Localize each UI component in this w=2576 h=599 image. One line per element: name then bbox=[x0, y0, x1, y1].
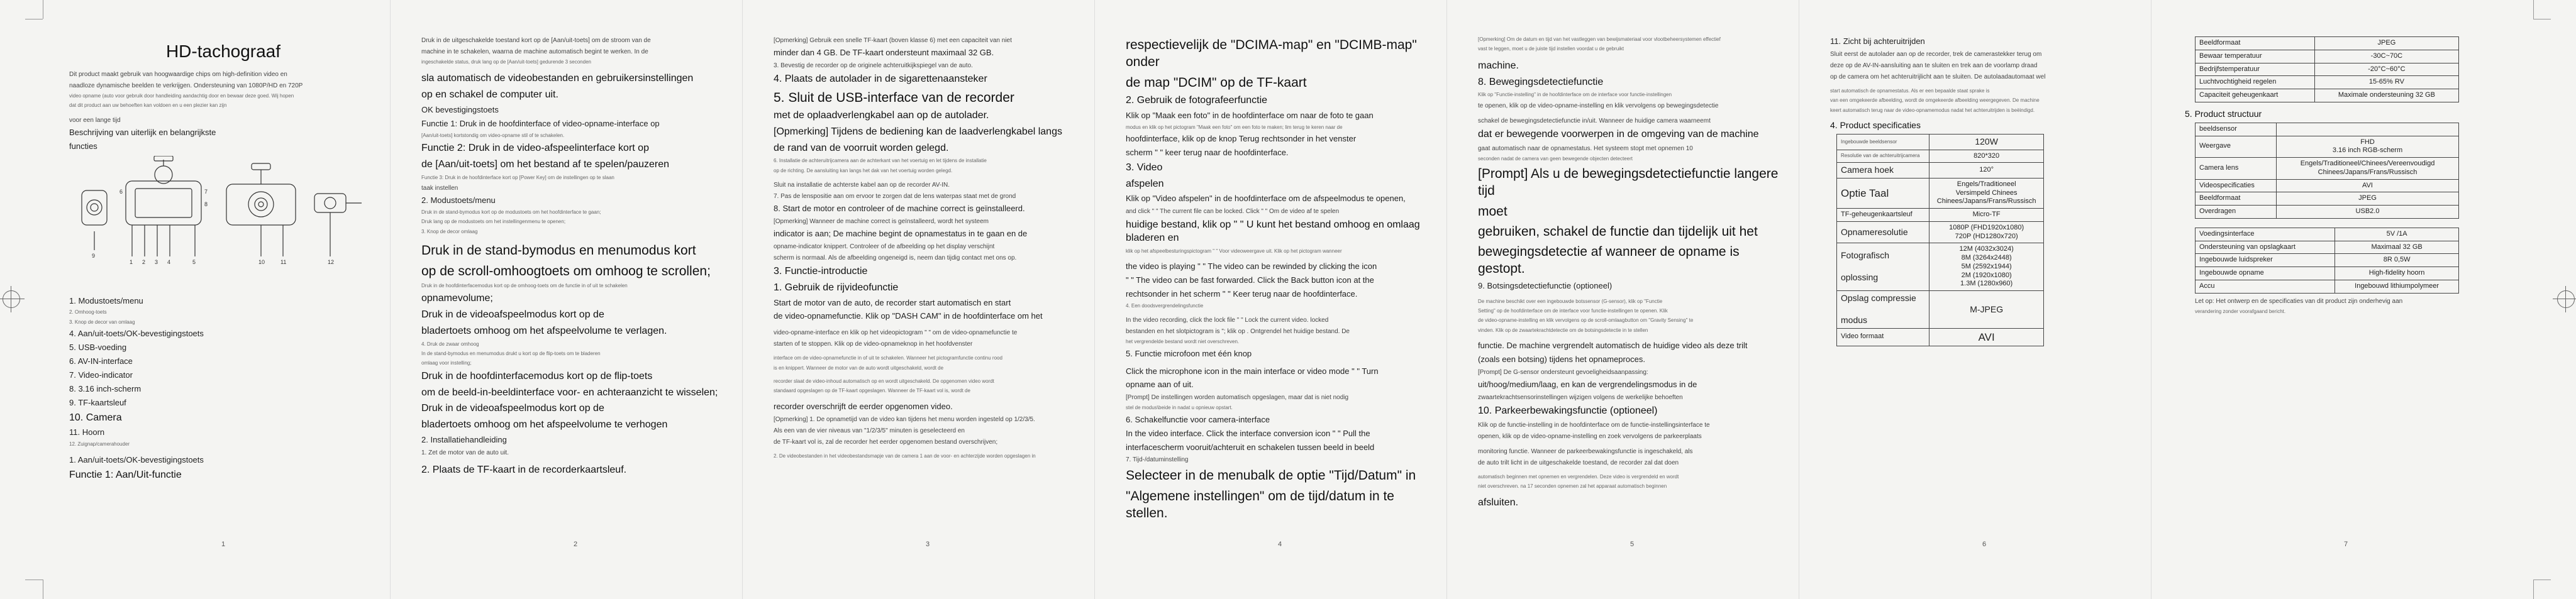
spec-row bbox=[2196, 179, 2459, 192]
spec-row bbox=[2196, 158, 2459, 180]
spec-row bbox=[1837, 328, 2044, 346]
spec-label: beeldsensor bbox=[2196, 123, 2277, 136]
text-line: 5. Functie microfoon met één knop bbox=[1126, 348, 1252, 358]
text-line: 11. Zicht bij achteruitrijden bbox=[1830, 36, 1925, 46]
spec-label: Beeldformaat bbox=[2196, 37, 2315, 50]
text-line: the video is playing " " The video can be rewinded by clicking the icon bbox=[1126, 261, 1377, 272]
text-line: [Opmerking] Tijdens de bediening kan de laadverlengkabel langs bbox=[774, 126, 1062, 137]
page-fold bbox=[390, 0, 391, 599]
text-line: opname aan of uit. bbox=[1126, 380, 1194, 390]
page-number: 5 bbox=[1629, 541, 1635, 548]
spec-table-environment bbox=[2195, 36, 2459, 102]
intro-line: naadloze dynamische beelden te verkrijgen. Ondersteuning van 1080P/HD en 720P bbox=[69, 82, 303, 89]
text-line: niet overschreven. na 17 seconden opnemen zal het apparaat automatisch beginnen bbox=[1478, 483, 1667, 490]
text-line: Sluit eerst de autolader aan op de recorder, trek de camerastekker terug om bbox=[1830, 50, 2042, 58]
text-line: op de camera om het achteruitrijlicht aan te sluiten. De autolaadautomaat wel bbox=[1830, 73, 2046, 80]
spec-value: 12M (4032x3024) 8M (3264x2448) 5M (2592x1944) 2M (1920x1080) 1.3M (1280x960) bbox=[1929, 243, 2044, 291]
spec-value: AVI bbox=[1929, 328, 2044, 346]
text-line: 6. Schakelfunctie voor camera-interface bbox=[1126, 414, 1270, 424]
text-line: [Opmerking] Om de datum en tijd van het vastleggen van bewijsmateriaal voor vlootbeheersystemen effectief bbox=[1478, 36, 1721, 42]
text-line: "Algemene instellingen" om de tijd/datum in te stellen. bbox=[1126, 488, 1394, 520]
section-title: Product specificaties bbox=[1840, 120, 1921, 131]
manual-page-4 bbox=[1126, 36, 1434, 557]
spec-row bbox=[2196, 228, 2459, 241]
spec-value: Maximale ondersteuning 32 GB bbox=[2314, 89, 2458, 102]
spec-row bbox=[2196, 136, 2459, 158]
spec-label: Weergave bbox=[2196, 136, 2277, 158]
section-index: 5. bbox=[2185, 108, 2192, 119]
text-line: bestanden en het slotpictogram is "; klik op . Ontgrendel het huidige bestand. De bbox=[1126, 328, 1350, 336]
text-line: zwaartekrachtsensorinstellingen wijzigen volgens de werkelijke behoeften bbox=[1478, 393, 1683, 401]
text-line: 2. Plaats de TF-kaart in de recorderkaartsleuf. bbox=[421, 464, 627, 475]
feature-item: Functie 1: Aan/Uit-functie bbox=[69, 469, 182, 480]
text-line: 5. Sluit de USB-interface van de recorder bbox=[774, 90, 1014, 105]
text-line: Druk in de uitgeschakelde toestand kort op de [Aan/uit-toets] om de stroom van de bbox=[421, 37, 651, 44]
spec-value: M-JPEG bbox=[1929, 291, 2044, 329]
spec-row bbox=[2196, 123, 2459, 136]
dashcam-drawing bbox=[69, 156, 365, 288]
spec-table bbox=[1836, 134, 2044, 346]
text-line: 2. De videobestanden in het videobestandsmapje van de camera 1 aan de voor- en achterzijde worden opgeslagen in bbox=[774, 453, 1036, 459]
text-line: 7. Pas de lenspositie aan om ervoor te zorgen dat de lens waterpas staat met de grond bbox=[774, 193, 1016, 201]
text-line: sla automatisch de videobestanden en gebruikersinstellingen bbox=[421, 73, 694, 84]
svg-text:5: 5 bbox=[192, 258, 196, 265]
spec-label: Ingebouwde opname bbox=[2196, 267, 2335, 280]
text-line: In de stand-bymodus en menumodus drukt u kort op de flip-toets om te bladeren bbox=[421, 350, 601, 356]
text-line: Start de motor van de auto, de recorder start automatisch en start bbox=[774, 297, 1011, 307]
text-line: ingeschakelde status, druk lang op de [Aan/uit-toets] gedurende 3 seconden bbox=[421, 59, 591, 65]
spec-value: FHD 3.16 inch RGB-scherm bbox=[2277, 136, 2459, 158]
feature-item: 1. Aan/uit-toets/OK-bevestigingstoets bbox=[69, 454, 204, 464]
spec-value: USB2.0 bbox=[2277, 206, 2459, 219]
feature-item: 12. Zuignap/camerahouder bbox=[69, 441, 130, 448]
spec-value: 820*320 bbox=[1929, 150, 2044, 163]
text-line: openen, klik op de video-opname-instelling en zoek vervolgens de parkeerplaats bbox=[1478, 432, 1702, 440]
text-line: 1. Gebruik de rijvideofunctie bbox=[774, 282, 899, 293]
spec-value: 120W bbox=[1929, 135, 2044, 150]
spec-label: Fotografisch oplossing bbox=[1837, 243, 1929, 291]
text-line: stel de modus\beide in nadat u opnieuw opstart. bbox=[1126, 405, 1233, 411]
spec-label: Voedingsinterface bbox=[2196, 228, 2335, 241]
text-line: 10. Parkeerbewakingsfunctie (optioneel) bbox=[1478, 405, 1658, 416]
text-line: Als een van de vier niveaus van "1/2/3/5" minuten is geselecteerd en bbox=[774, 427, 965, 434]
text-line: 3. Bevestig de recorder op de originele achteruitkijkspiegel van de auto. bbox=[774, 62, 973, 69]
section-index: 4. bbox=[1830, 120, 1838, 131]
text-line: seconden nadat de camera van geen bewegende objecten detecteert bbox=[1478, 155, 1633, 162]
text-line: 8. Bewegingsdetectiefunctie bbox=[1478, 76, 1604, 87]
spec-row bbox=[1837, 243, 2044, 291]
spec-label: Optie Taal bbox=[1837, 178, 1929, 208]
manual-page-6 bbox=[1830, 36, 2138, 557]
spec-label: Luchtvochtigheid regelen bbox=[2196, 76, 2315, 89]
spec-row bbox=[2196, 254, 2459, 267]
spec-value: 120° bbox=[1929, 163, 2044, 179]
text-line: bladertoets omhoog om het afspeelvolume te verhogen bbox=[421, 419, 668, 431]
text-line: indicator is aan; De machine begint de opnamestatus in te gaan en de bbox=[774, 229, 1028, 239]
text-line: 4. Plaats de autolader in de sigarettenaansteker bbox=[774, 73, 987, 84]
text-line: bladertoets omhoog om het afspeelvolume te verlagen. bbox=[421, 325, 667, 336]
text-line: 3. Functie-introductie bbox=[774, 265, 868, 277]
feature-item: 9. TF-kaartsleuf bbox=[69, 397, 126, 407]
text-line: [Opmerking] Gebruik een snelle TF-kaart (boven klasse 6) met een capaciteit van niet bbox=[774, 37, 1012, 44]
text-line: afsluiten. bbox=[1478, 497, 1519, 508]
text-line: 2. Modustoets/menu bbox=[421, 195, 496, 206]
text-line: Druk in de hoofdinterfacemodus kort op de flip-toets bbox=[421, 370, 653, 382]
page-title: HD-tachograaf bbox=[165, 41, 281, 61]
feature-item: 1. Modustoets/menu bbox=[69, 295, 143, 305]
text-line: functie. De machine vergrendelt automatisch de huidige video als deze trilt bbox=[1478, 341, 1748, 351]
spec-label: Ondersteuning van opslagkaart bbox=[2196, 241, 2335, 254]
text-line: is en knippert. Wanneer de motor van de auto wordt uitgeschakeld, wordt de bbox=[774, 365, 944, 371]
spec-value: Engels/Traditioneel Versimpeld Chinees Chinees/Japans/Frans/Russisch bbox=[1929, 178, 2044, 208]
text-line: opnamevolume; bbox=[421, 293, 493, 304]
svg-text:11: 11 bbox=[280, 258, 287, 265]
text-line: gebruiken, schakel de functie dan tijdelijk uit het bbox=[1478, 224, 1758, 239]
svg-text:6: 6 bbox=[119, 188, 123, 195]
spec-label: Accu bbox=[2196, 280, 2335, 293]
spec-row bbox=[2196, 206, 2459, 219]
text-line: 4. Druk de zwaar omhoog bbox=[421, 341, 479, 347]
spec-row bbox=[1837, 291, 2044, 329]
text-line: met de oplaadverlengkabel aan op de autolader. bbox=[774, 109, 989, 121]
spec-label: Bewaar temperatuur bbox=[2196, 50, 2315, 63]
svg-text:2: 2 bbox=[142, 258, 146, 265]
text-line: scherm " " keer terug naar de hoofdinterface. bbox=[1126, 147, 1289, 157]
crop-mark bbox=[2533, 0, 2534, 19]
spec-value: 15-65% RV bbox=[2314, 76, 2458, 89]
text-line: schakel de bewegingsdetectiefunctie in/uit. Wanneer de huidige camera waarneemt bbox=[1478, 117, 1711, 124]
page-number: 3 bbox=[925, 541, 930, 548]
text-line: minder dan 4 GB. De TF-kaart ondersteunt maximaal 32 GB. bbox=[774, 48, 994, 57]
text-line: moet bbox=[1478, 204, 1507, 219]
text-line: keert automatisch terug naar de video-opnamemodus nadat het achteruitrijden is beëindigd. bbox=[1830, 107, 2035, 113]
text-line: uit/hoog/medium/laag, en kan de vergrendelingsmodus in de bbox=[1478, 379, 1697, 389]
section-heading: functies bbox=[69, 141, 97, 151]
text-line: de auto trilt licht in de uitgeschakelde toestand, de recorder zal dat doen bbox=[1478, 459, 1679, 466]
text-line: OK bevestigingstoets bbox=[421, 104, 499, 114]
spec-label: Bedrijfstemperatuur bbox=[2196, 63, 2315, 76]
spec-value: -20°C~60°C bbox=[2314, 63, 2458, 76]
feature-item: 5. USB-voeding bbox=[69, 343, 127, 353]
svg-text:7: 7 bbox=[204, 188, 208, 195]
text-line: Setting" op de hoofdinterface om de interface voor functie-instellingen te openen. Klik bbox=[1478, 308, 1668, 314]
feature-item: 2. Omhoog-toets bbox=[69, 309, 107, 316]
text-line: Druk in de stand-bymodus en menumodus kort bbox=[421, 243, 696, 258]
text-line: interfacescherm vooruit/achteruit en schakelen tussen beeld in beeld bbox=[1126, 442, 1375, 452]
feature-item: 8. 3.16 inch-scherm bbox=[69, 383, 142, 393]
spec-value: Ingebouwd lithiumpolymeer bbox=[2335, 280, 2459, 293]
spec-value: High-fidelity hoorn bbox=[2335, 267, 2459, 280]
spec-value: AVI bbox=[2277, 179, 2459, 192]
text-line: het vergrendelde bestand wordt niet overschreven. bbox=[1126, 339, 1240, 345]
spec-value: JPEG bbox=[2277, 192, 2459, 206]
text-line: Klik op de functie-instelling in de hoofdinterface om de functie-instellingsinterface te bbox=[1478, 421, 1710, 429]
text-line: 4. Een doodsvergrendelingsfunctie bbox=[1126, 302, 1204, 309]
text-line: Klik op "Maak een foto" in de hoofdinterface om naar de foto te gaan bbox=[1126, 110, 1374, 120]
text-line: Klik op "Video afspelen" in de hoofdinterface om de afspeelmodus te openen, bbox=[1126, 194, 1406, 204]
text-line: 1. Zet de motor van de auto uit. bbox=[421, 449, 509, 456]
spec-table-power bbox=[2195, 228, 2459, 294]
text-line: hoofdinterface, klik op de knop Terug rechtsonder in het venster bbox=[1126, 133, 1357, 143]
spec-label: Ingebouwde luidspreker bbox=[2196, 254, 2335, 267]
text-line: machine. bbox=[1478, 60, 1519, 71]
spec-row bbox=[2196, 37, 2459, 50]
text-line: Click the microphone icon in the main interface or video mode " " Turn bbox=[1126, 366, 1379, 376]
text-line: vinden. Klik op de zwaartekrachtdetectie om de botsingsdetectie in te stellen bbox=[1478, 327, 1648, 333]
intro-line: Dit product maakt gebruik van hoogwaardige chips om high-definition video en bbox=[69, 71, 287, 78]
manual-page-7 bbox=[2182, 36, 2509, 557]
text-line: van een omgekeerde afbeelding, wordt de omgekeerde afbeelding weergegeven. De machine bbox=[1830, 97, 2040, 104]
text-line: 2. Gebruik de fotografeerfunctie bbox=[1126, 94, 1268, 106]
text-line: interface om de video-opnamefunctie in of uit te schakelen. Wanneer het pictogramfunctie continu rood bbox=[774, 355, 1002, 361]
text-line: 6. Installatie de achteruitrijcamera aan de achterkant van het voertuig en let tijdens de installatie bbox=[774, 158, 987, 164]
spec-row bbox=[1837, 221, 2044, 243]
spec-label: Beeldformaat bbox=[2196, 192, 2277, 206]
text-line: op en schakel de computer uit. bbox=[421, 89, 558, 101]
text-line: Functie 1: Druk in de hoofdinterface of video-opname-interface op bbox=[421, 118, 660, 128]
spec-row bbox=[1837, 135, 2044, 150]
spec-row bbox=[1837, 150, 2044, 163]
feature-item: 10. Camera bbox=[69, 412, 122, 423]
footnote: verandering zonder voorafgaand bericht. bbox=[2195, 308, 2286, 314]
spec-value bbox=[2277, 123, 2459, 136]
text-line: automatisch beginnen met opnemen en vergrendelen. Deze video is vergrendeld en wordt bbox=[1478, 473, 1679, 480]
text-line: op de scroll-omhoogtoets om omhoog te scrollen; bbox=[421, 263, 711, 278]
spec-row bbox=[1837, 163, 2044, 179]
text-line: recorder slaat de video-inhoud automatisch op en wordt uitgeschakeld. De opgenomen video wordt bbox=[774, 378, 994, 385]
text-line: scherm is normaal. Als de afbeelding ongeneigd is, neem dan tijdig contact met ons op. bbox=[774, 254, 1017, 261]
text-line: deze op de AV-IN-aansluiting aan te sluiten en trek aan de voorlamp draad bbox=[1830, 62, 2038, 69]
text-line: omlaag voor instelling; bbox=[421, 360, 472, 366]
text-line: Selecteer in de menubalk de optie "Tijd/Datum" in bbox=[1126, 468, 1416, 483]
spec-row bbox=[2196, 267, 2459, 280]
text-line: [Opmerking] 1. De opnametijd van de video kan tijdens het menu worden ingesteld op 1/2/3/5. bbox=[774, 415, 1035, 423]
text-line: 3. Video bbox=[1126, 162, 1163, 173]
text-line: (zoals een botsing) tijdens het opnameproces. bbox=[1478, 354, 1645, 365]
spec-label: Resolutie van de achteruitrijcamera bbox=[1837, 150, 1929, 163]
svg-text:1: 1 bbox=[130, 258, 133, 265]
text-line: Druk in de stand-bymodus kort op de modustoets om het hoofdinterface te gaan; bbox=[421, 209, 601, 216]
manual-page-5 bbox=[1478, 36, 1786, 557]
text-line: de rand van de voorruit worden gelegd. bbox=[774, 142, 949, 153]
spec-label: Videospecificaties bbox=[2196, 179, 2277, 192]
spec-row bbox=[2196, 241, 2459, 254]
text-line: bewegingsdetectie af wanneer de opname is gestopt. bbox=[1478, 245, 1740, 277]
text-line: 8. Start de motor en controleer of de machine correct is geïnstalleerd. bbox=[774, 204, 1025, 214]
spec-value: JPEG bbox=[2314, 37, 2458, 50]
spec-row bbox=[1837, 178, 2044, 208]
text-line: dat er bewegende voorwerpen in de omgeving van de machine bbox=[1478, 128, 1759, 140]
spec-row bbox=[1837, 209, 2044, 222]
page-number: 1 bbox=[221, 541, 226, 548]
spec-label: Ingebouwde beeldsensor bbox=[1837, 135, 1929, 150]
svg-text:8: 8 bbox=[204, 201, 208, 207]
text-line: vast te leggen, moet u de juiste tijd instellen voordat u de gebruikt bbox=[1478, 46, 1624, 52]
spec-value: Engels/Traditioneel/Chinees/Vereenvoudigd Chinees/Japans/Frans/Russisch bbox=[2277, 158, 2459, 180]
text-line: [Prompt] De G-sensor ondersteunt gevoeligheidsaanpassing: bbox=[1478, 368, 1648, 376]
text-line: de video-opname-instelling en klik vervolgens op de scroll-omlaagbutton om "Gravity Sensing" te bbox=[1478, 317, 1694, 324]
text-line: machine in te schakelen, waarna de machine automatisch begint te werken. In de bbox=[421, 48, 648, 55]
spec-row bbox=[2196, 63, 2459, 76]
feature-item: 3. Knop de decor van omlaag bbox=[69, 319, 135, 325]
crop-mark bbox=[2533, 580, 2534, 599]
spec-label: Camera lens bbox=[2196, 158, 2277, 180]
spec-section-heading bbox=[1830, 120, 2138, 130]
spec-label: TF-geheugenkaartsleuf bbox=[1837, 209, 1929, 222]
spec-label: Opslag compressie modus bbox=[1837, 291, 1929, 329]
spec-label: Capaciteit geheugenkaart bbox=[2196, 89, 2315, 102]
text-line: [Aan/uit-toets] kortstondig om video-opname stil of te schakelen. bbox=[421, 132, 565, 138]
text-line: [Prompt] De instellingen worden automatisch opgeslagen, maar dat is niet nodig bbox=[1126, 394, 1349, 402]
text-line: Druk lang op de modustoets om het instellingenmenu te openen; bbox=[421, 219, 566, 225]
text-line: 9. Botsingsdetectiefunctie (optioneel) bbox=[1478, 280, 1613, 290]
text-line: Druk in de hoofdinterfacemodus kort op de omhoog-toets om de functie in of uit te schakelen bbox=[421, 282, 628, 289]
spec-table-structure bbox=[2195, 123, 2459, 219]
page-number: 4 bbox=[1277, 541, 1282, 548]
manual-page-3 bbox=[774, 36, 1082, 557]
page-fold bbox=[1094, 0, 1095, 599]
footnote: Let op: Het ontwerp en de specificaties van dit product zijn onderhevig aan bbox=[2195, 297, 2403, 305]
text-line: starten of te stoppen. Klik op de video-opnameknop in het hoofdvenster bbox=[774, 341, 973, 348]
text-line: op de richting. De aansluiting kan langs het dak van het voertuig worden gelegd. bbox=[774, 167, 953, 173]
spec-value: 1080P (FHD1920x1080) 720P (HD1280x720) bbox=[1929, 221, 2044, 243]
svg-text:9: 9 bbox=[92, 252, 96, 259]
svg-text:4: 4 bbox=[167, 258, 171, 265]
text-line: Functie 3: Druk in de hoofdinterface kort op [Power Key] om de instellingen op te slaan bbox=[421, 174, 614, 180]
text-line: te openen, klik op de video-opname-instelling en klik vervolgens op bewegingsdetectie bbox=[1478, 102, 1719, 109]
text-line: de [Aan/uit-toets] om het bestand af te spelen/pauzeren bbox=[421, 158, 670, 170]
text-line: 3. Knop de decor omlaag bbox=[421, 228, 478, 234]
text-line: gaat automatisch naar de opnamestatus. Het systeem stopt met opnemen 10 bbox=[1478, 145, 1693, 152]
text-line: In the video interface. Click the interface conversion icon " " Pull the bbox=[1126, 428, 1370, 438]
text-line: 2. Installatiehandleiding bbox=[421, 434, 507, 444]
spec-row bbox=[2196, 76, 2459, 89]
spec-row bbox=[2196, 192, 2459, 206]
spec-value: Maximaal 32 GB bbox=[2335, 241, 2459, 254]
text-line: opname-indicator knippert. Controleer of de afbeelding op het display verschijnt bbox=[774, 243, 995, 250]
feature-item: 11. Hoorn bbox=[69, 427, 105, 437]
text-line: standaard opgeslagen op de TF-kaart opgeslagen. Wanneer de TF-kaart vol is, wordt de bbox=[774, 388, 970, 394]
svg-text:12: 12 bbox=[328, 258, 335, 265]
struct-section-heading bbox=[2185, 109, 2509, 119]
page-fold bbox=[742, 0, 743, 599]
manual-page-2 bbox=[421, 36, 730, 557]
text-line: afspelen bbox=[1126, 178, 1164, 189]
spec-row bbox=[2196, 89, 2459, 102]
spec-row bbox=[2196, 50, 2459, 63]
text-line: klik op het afspeelbesturingspictogram " " Voor videoweergave uit. Klik op het pictogram wanneer bbox=[1126, 248, 1342, 254]
manual-page-1 bbox=[69, 36, 377, 557]
spec-value: 8R 0,5W bbox=[2335, 254, 2459, 267]
feature-item: 4. Aan/uit-toets/OK-bevestigingstoets bbox=[69, 329, 204, 339]
text-line: Klik op "Functie-instelling" in de hoofdinterface om de interface voor functie-instellingen bbox=[1478, 92, 1672, 98]
text-line: monitoring functie. Wanneer de parkeerbewakingsfunctie is ingeschakeld, als bbox=[1478, 448, 1693, 455]
text-line: de TF-kaart vol is, zal de recorder het eerder opgenomen bestand overschrijven; bbox=[774, 438, 998, 446]
registration-mark-right bbox=[2557, 290, 2575, 308]
dashcam-illustration bbox=[69, 156, 377, 291]
text-line: De machine beschikt over een ingebouwde botssensor (G-sensor), klik op "Functie bbox=[1478, 298, 1663, 304]
page-number: 6 bbox=[1982, 541, 1987, 548]
svg-text:10: 10 bbox=[258, 258, 265, 265]
text-line: 7. Tijd-/datuminstelling bbox=[1126, 456, 1189, 464]
text-line: de map "DCIM" op de TF-kaart bbox=[1126, 75, 1307, 90]
spec-label: Video formaat bbox=[1837, 328, 1929, 346]
text-line: [Prompt] Als u de bewegingsdetectiefunctie langere tijd bbox=[1478, 166, 1779, 199]
text-line: recorder overschrijft de eerder opgenomen video. bbox=[774, 401, 953, 411]
spec-value: 5V /1A bbox=[2335, 228, 2459, 241]
spec-label: Overdragen bbox=[2196, 206, 2277, 219]
text-line: " " The video can be fast forwarded. Click the Back button icon at the bbox=[1126, 275, 1374, 285]
feature-item: 7. Video-indicator bbox=[69, 370, 133, 380]
text-line: om de beeld-in-beeldinterface voor- en achteraanzicht te wisselen; bbox=[421, 387, 718, 398]
spec-label: Opnameresolutie bbox=[1837, 221, 1929, 243]
text-line: taak instellen bbox=[421, 185, 458, 192]
text-line: Sluit na installatie de achterste kabel aan op de recorder AV-IN. bbox=[774, 182, 950, 189]
intro-line: video opname (auto voor gebruik door handleiding aandachtig door en bewaar deze goed. Wij hopen bbox=[69, 93, 294, 99]
text-line: start automatisch de opnamestatus. Als er een bepaalde staat sprake is bbox=[1830, 87, 1990, 94]
text-line: huidige bestand, klik op " " U kunt het bestand omhoog en omlaag bladeren en bbox=[1126, 219, 1420, 244]
page-number: 2 bbox=[573, 541, 578, 548]
text-line: rechtsonder in het scherm " " Keer terug naar de hoofdinterface. bbox=[1126, 289, 1358, 299]
text-line: modus en klik op het pictogram "Maak een foto" om een foto te maken; lim terug te keren naar de bbox=[1126, 124, 1343, 130]
section-title: Product structuur bbox=[2194, 108, 2262, 119]
feature-item: 6. AV-IN-interface bbox=[69, 356, 133, 366]
page-fold bbox=[1446, 0, 1447, 599]
spec-value: Micro-TF bbox=[1929, 209, 2044, 222]
text-line: In the video recording, click the lock file " " Lock the current video. locked bbox=[1126, 317, 1329, 324]
text-line: Functie 2: Druk in de video-afspeelinterface kort op bbox=[421, 143, 649, 154]
spec-value: -30C~70C bbox=[2314, 50, 2458, 63]
text-line: Druk in de videoafspeelmodus kort op de bbox=[421, 403, 604, 414]
page-number: 7 bbox=[2343, 541, 2348, 548]
registration-mark-left bbox=[3, 290, 20, 308]
section-heading: Beschrijving van uiterlijk en belangrijkste bbox=[69, 127, 216, 137]
text-line: respectievelijk de "DCIMA-map" en "DCIMB-map" onder bbox=[1126, 38, 1417, 70]
intro-sublead: voor een lange tijd bbox=[69, 116, 121, 124]
spec-label: Camera hoek bbox=[1837, 163, 1929, 179]
text-line: Druk in de videoafspeelmodus kort op de bbox=[421, 309, 604, 320]
intro-line: dat dit product aan uw behoeften kan voldoen en u een plezier kan zijn bbox=[69, 102, 227, 109]
text-line: de video-opnamefunctie. Klik op "DASH CAM" in de hoofdinterface om het bbox=[774, 311, 1043, 321]
text-line: and click " " The current file can be locked. Click " " Om de video af te spelen bbox=[1126, 208, 1340, 216]
text-line: [Opmerking] Wanneer de machine correct is geïnstalleerd, wordt het systeem bbox=[774, 218, 989, 226]
spec-row bbox=[2196, 280, 2459, 293]
text-line: video-opname-interface en klik op het videopictogram " " om de video-opnamefunctie te bbox=[774, 329, 1018, 337]
svg-text:3: 3 bbox=[155, 258, 158, 265]
